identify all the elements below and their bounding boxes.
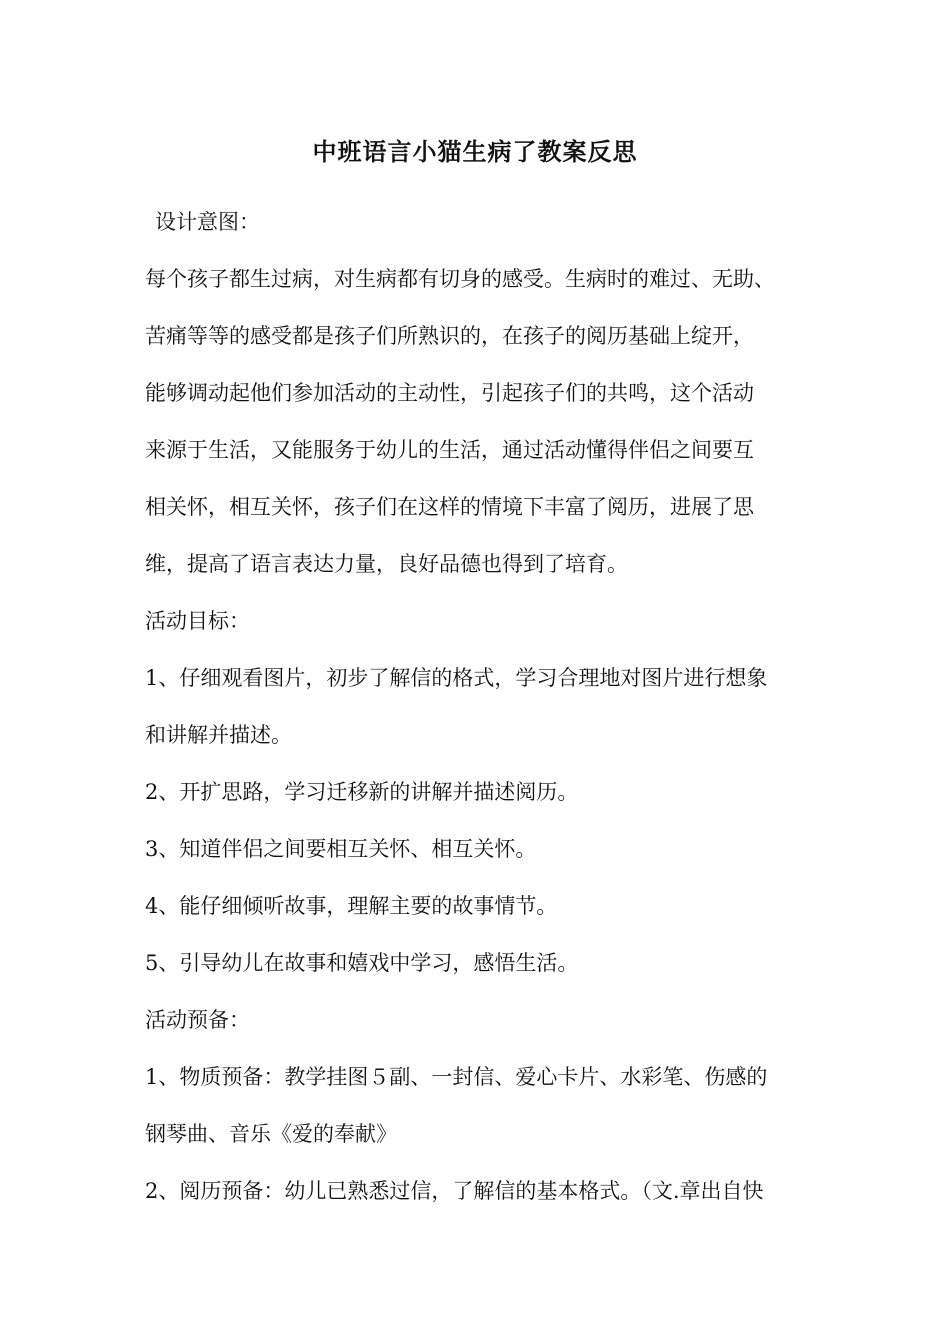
paragraph-line: 相关怀，相互关怀，孩子们在这样的情境下丰富了阅历，进展了思 xyxy=(145,495,754,519)
list-item-line: 1、物质预备：教学挂图５副、一封信、爱心卡片、水彩笔、伤感的 xyxy=(145,1065,768,1089)
list-item-line: 2、阅历预备：幼儿已熟悉过信，了解信的基本格式。（文.章出自快 xyxy=(145,1179,764,1203)
document-title: 中班语言小猫生病了教案反思 xyxy=(312,137,638,166)
paragraph-line: 苦痛等等的感受都是孩子们所熟识的，在孩子的阅历基础上绽开， xyxy=(145,324,754,348)
paragraph-line: 能够调动起他们参加活动的主动性，引起孩子们的共鸣，这个活动 xyxy=(145,381,754,405)
list-item-line: 2、开扩思路，学习迁移新的讲解并描述阅历。 xyxy=(145,780,579,804)
list-item-line: 钢琴曲、音乐《爱的奉献》 xyxy=(145,1122,397,1146)
paragraph-line: 维，提高了语言表达力量，良好品德也得到了培育。 xyxy=(145,552,628,576)
list-item-line: 3、知道伴侣之间要相互关怀、相互关怀。 xyxy=(145,837,537,861)
section-heading-design-intent: 设计意图： xyxy=(155,210,260,234)
paragraph-line: 每个孩子都生过病，对生病都有切身的感受。生病时的难过、无助、 xyxy=(145,267,775,291)
paragraph-line: 来源于生活，又能服务于幼儿的生活，通过活动懂得伴侣之间要互 xyxy=(145,438,754,462)
list-item-line: 1、仔细观看图片，初步了解信的格式，学习合理地对图片进行想象 xyxy=(145,666,768,690)
list-item-line: 4、能仔细倾听故事，理解主要的故事情节。 xyxy=(145,894,558,918)
section-heading-activity-prep: 活动预备： xyxy=(145,1008,250,1032)
list-item-line: 5、引导幼儿在故事和嬉戏中学习，感悟生活。 xyxy=(145,951,579,975)
list-item-line: 和讲解并描述。 xyxy=(145,723,292,747)
section-heading-activity-goals: 活动目标： xyxy=(145,609,250,633)
